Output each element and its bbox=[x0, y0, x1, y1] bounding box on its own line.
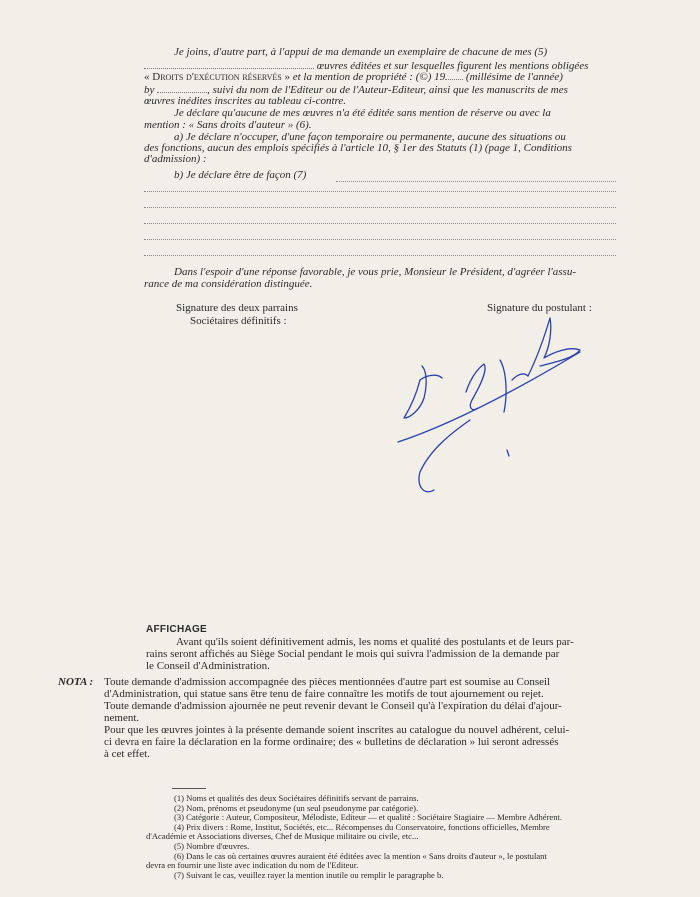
item-b-field-6[interactable] bbox=[144, 255, 616, 256]
footnote-7: (7) Suivant le cas, veuillez rayer la mention inutile ou remplir le paragraphe b. bbox=[174, 869, 444, 880]
works-count-field[interactable] bbox=[144, 68, 314, 69]
nota-line-2: d'Administration, qui statue sans être tenu de faire connaître les motifs de tout ajournement ou rejet. bbox=[104, 688, 544, 700]
footnote-6: (6) Dans le cas où certaines œuvres auraient été éditées avec la mention « Sans droits d'auteur », le postulant bbox=[174, 850, 547, 861]
nota-line-3: Toute demande d'admission ajournée ne peut revenir devant le Conseil qu'à l'expiration du délai d'ajour- bbox=[104, 700, 562, 712]
footnote-3: (3) Catégorie : Auteur, Compositeur, Mélodiste, Editeur — et qualité : Sociétaire Stagiaire — Membre Adhérent. bbox=[174, 812, 563, 823]
year-note: (millésime de l'année) bbox=[465, 71, 563, 83]
footnote-divider bbox=[172, 788, 206, 789]
item-b-field-4[interactable] bbox=[144, 223, 616, 224]
nota-line-1: Toute demande d'admission accompagnée des pièces mentionnées d'autre part est soumise au Conseil bbox=[104, 676, 551, 688]
footnote-2: (2) Nom, prénoms et pseudonyme (un seul pseudonyme par catégorie). bbox=[174, 802, 419, 813]
affichage-line-1: Avant qu'ils soient définitivement admis, les noms et qualité des postulants et de leurs par- bbox=[176, 636, 574, 648]
closing-line-1: Dans l'espoir d'une réponse favorable, je vous prie, Monsieur le Président, d'agréer l'assu- bbox=[174, 266, 576, 278]
sponsors-signature-label-2: Sociétaires définitifs : bbox=[190, 315, 287, 327]
affichage-line-2: rains seront affichés au Siège Social pendant le mois qui suivra l'admission de la demande par bbox=[146, 648, 560, 660]
item-b-line-1: b) Je déclare être de façon (7) bbox=[174, 169, 307, 181]
by-label: by bbox=[144, 84, 155, 96]
sponsors-signature-label-1: Signature des deux parrains bbox=[176, 302, 298, 314]
footnote-1: (1) Noms et qualités des deux Sociétaires définitifs servant de parrains. bbox=[174, 793, 419, 803]
applicant-signature bbox=[380, 300, 610, 510]
intro-line-2-text: œuvres éditées et sur lesquelles figurent les mentions obligées bbox=[316, 60, 589, 72]
footnote-4-cont: d'Académie et Associations diverses, Chef de Musique militaire ou civile, etc... bbox=[146, 831, 419, 842]
item-a-line-3: d'admission) : bbox=[144, 153, 207, 165]
item-a-line-2: des fonctions, aucun des emplois spécifiés à l'article 10, § 1er des Statuts (1) (page 1, Conditions bbox=[144, 142, 572, 154]
item-b-field-1[interactable] bbox=[336, 181, 616, 182]
nota-line-4: nement. bbox=[104, 712, 140, 724]
footnote-5: (5) Nombre d'œuvres. bbox=[174, 841, 250, 851]
publisher-field[interactable] bbox=[157, 92, 207, 93]
item-a-line-1: a) Je déclare n'occuper, d'une façon temporaire ou permanente, aucune des situations ou bbox=[174, 131, 566, 143]
declare-line-2: mention : « Sans droits d'auteur » (6). bbox=[144, 119, 312, 131]
item-b-field-2[interactable] bbox=[144, 191, 616, 192]
intro-line-4-text: , suivi du nom de l'Editeur ou de l'Auteur-Editeur, ainsi que les manuscrits de mes bbox=[207, 84, 568, 96]
copyright-mention: et la mention de propriété : (©) 19 bbox=[292, 71, 446, 83]
item-b-field-3[interactable] bbox=[144, 207, 616, 208]
affichage-line-3: le Conseil d'Administration. bbox=[146, 660, 270, 672]
item-b-field-5[interactable] bbox=[144, 239, 616, 240]
reserved-rights-mention: « Droits d'exécution réservés » bbox=[144, 71, 290, 83]
nota-line-7: à cet effet. bbox=[104, 748, 150, 760]
year-field[interactable] bbox=[445, 79, 463, 80]
nota-label: NOTA : bbox=[58, 676, 94, 688]
affichage-heading: AFFICHAGE bbox=[146, 624, 208, 635]
intro-line-5: œuvres inédites inscrites au tableau ci-contre. bbox=[144, 95, 347, 107]
closing-line-2: rance de ma considération distinguée. bbox=[144, 278, 313, 290]
applicant-signature-label: Signature du postulant : bbox=[487, 302, 592, 314]
intro-line-3 bbox=[144, 71, 563, 84]
footnote-4: (4) Prix divers : Rome, Institut, Sociétés, etc... Récompenses du Conservatoire, fonctions officielles, Membre bbox=[174, 821, 550, 832]
footnote-6-cont: devra en fournir une liste avec indication du nom de l'Editeur. bbox=[146, 860, 359, 871]
nota-line-6: ci devra en faire la déclaration en la forme ordinaire; des « bulletins de déclaration » lui seront adressés bbox=[104, 736, 559, 748]
intro-line-1: Je joins, d'autre part, à l'appui de ma demande un exemplaire de chacune de mes (5) bbox=[174, 46, 548, 58]
declare-line-1: Je déclare qu'aucune de mes œuvres n'a été éditée sans mention de réserve ou avec la bbox=[174, 107, 551, 119]
nota-line-5: Pour que les œuvres jointes à la présente demande soient inscrites au catalogue du nouvel adhérent, celui- bbox=[104, 724, 570, 736]
